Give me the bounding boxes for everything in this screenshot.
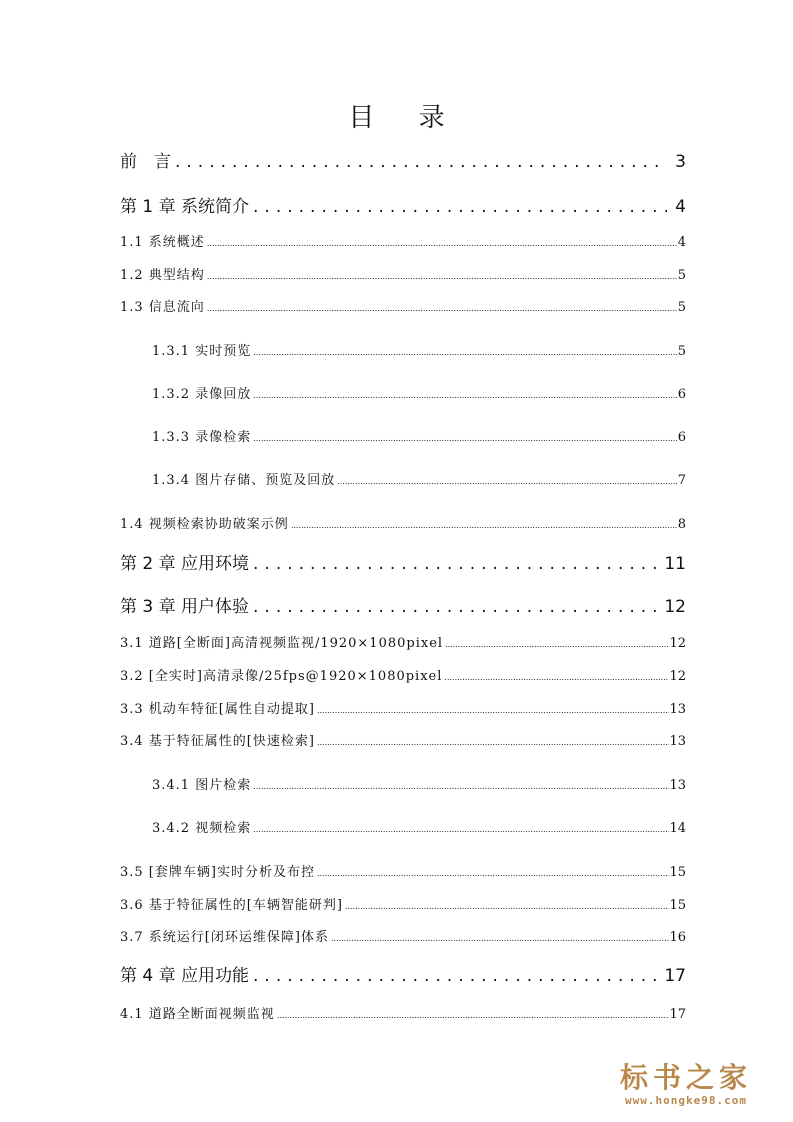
toc-entry-page: 13	[669, 778, 686, 793]
toc-leader	[317, 733, 670, 753]
toc-leader	[337, 472, 678, 492]
toc-leader	[175, 150, 667, 174]
toc-entry-label: 3.4.1 图片检索	[152, 778, 252, 793]
toc-leader	[445, 635, 669, 655]
toc-entry-label: 第 4 章 应用功能	[120, 966, 250, 986]
toc-leader	[317, 701, 670, 721]
toc-entry-label: 1.3.2 录像回放	[152, 387, 252, 402]
toc-leader	[277, 1006, 670, 1026]
toc-entry-page: 5	[677, 268, 686, 283]
toc-entry-page: 12	[664, 597, 686, 617]
toc-entry-label: 3.5 [套牌车辆]实时分析及布控	[120, 865, 315, 880]
toc-entry-label: 第 2 章 应用环境	[120, 554, 250, 574]
toc-entry-page: 6	[677, 430, 686, 445]
toc-leader	[253, 386, 678, 406]
toc-leader	[253, 777, 669, 797]
toc-leader	[444, 668, 669, 688]
toc-entry-chapter-3[interactable]	[120, 595, 686, 619]
toc-entry-page: 5	[677, 300, 686, 315]
toc-entry-page: 12	[669, 669, 686, 684]
toc-entry-chapter-4[interactable]	[120, 964, 686, 988]
toc-entry-3-5[interactable]	[120, 863, 686, 884]
toc-entry-1-3[interactable]	[120, 298, 686, 319]
toc-entry-label: 4.1 道路全断面视频监视	[120, 1007, 275, 1022]
toc-leader	[253, 195, 667, 219]
toc-entry-1-4[interactable]	[120, 515, 686, 536]
toc-entry-label: 3.4.2 视频检索	[152, 821, 252, 836]
toc-leader	[331, 929, 670, 949]
toc-entry-label: 3.4 基于特征属性的[快速检索]	[120, 734, 315, 749]
toc-entry-page: 6	[677, 387, 686, 402]
toc-entry-chapter-2[interactable]	[120, 552, 686, 576]
toc-entry-3-7[interactable]	[120, 928, 686, 949]
toc-entry-label: 第 3 章 用户体验	[120, 597, 250, 617]
toc-entry-page: 3	[675, 152, 686, 172]
toc-entry-page: 16	[669, 930, 686, 945]
toc-leader	[253, 820, 669, 840]
toc-entry-label: 3.7 系统运行[闭环运维保障]体系	[120, 930, 329, 945]
toc-entry-label: 1.1 系统概述	[120, 235, 205, 250]
toc-entry-page: 12	[669, 636, 686, 651]
toc-entry-chapter-1[interactable]	[120, 195, 686, 219]
toc-entry-3-4-2[interactable]	[152, 819, 686, 840]
toc-leader	[207, 267, 678, 287]
toc-leader	[253, 595, 656, 619]
toc-entry-label: 3.3 机动车特征[属性自动提取]	[120, 702, 315, 717]
toc-leader	[291, 516, 678, 536]
toc-leader	[207, 299, 678, 319]
toc-entry-3-4[interactable]	[120, 732, 686, 753]
toc-entry-page: 17	[664, 966, 686, 986]
toc-title: 目 录	[348, 103, 463, 133]
toc-entry-1-3-3[interactable]	[152, 428, 686, 449]
toc-entry-page: 13	[669, 702, 686, 717]
toc-entry-1-3-4[interactable]	[152, 471, 686, 492]
toc-entry-3-4-1[interactable]	[152, 776, 686, 797]
toc-leader	[345, 897, 670, 917]
toc-entry-page: 4	[675, 197, 686, 217]
toc-entry-page: 14	[669, 821, 686, 836]
toc-entry-label: 3.6 基于特征属性的[车辆智能研判]	[120, 898, 343, 913]
toc-entry-page: 13	[669, 734, 686, 749]
watermark-logo	[601, 1062, 771, 1108]
toc-entry-page: 15	[669, 898, 686, 913]
toc-leader	[253, 552, 656, 576]
toc-entry-4-1[interactable]	[120, 1005, 686, 1026]
toc-entry-label: 第 1 章 系统简介	[120, 197, 250, 217]
toc-leader	[253, 429, 678, 449]
toc-entry-page: 5	[677, 344, 686, 359]
toc-entry-page: 17	[669, 1007, 686, 1022]
toc-entry-preface[interactable]	[120, 150, 686, 174]
toc-entry-3-3[interactable]	[120, 700, 686, 721]
watermark-url: www.hongke98.com	[625, 1094, 747, 1107]
toc-entry-label: 1.4 视频检索协助破案示例	[120, 517, 289, 532]
toc-entry-label: 1.3.3 录像检索	[152, 430, 252, 445]
toc-leader	[253, 343, 678, 363]
toc-entry-1-3-2[interactable]	[152, 385, 686, 406]
toc-entry-page: 15	[669, 865, 686, 880]
toc-entry-label: 3.2 [全实时]高清录像/25fps@1920×1080pixel	[120, 669, 443, 684]
toc-leader	[253, 964, 656, 988]
toc-entry-label: 1.3 信息流向	[120, 300, 205, 315]
toc-entry-label: 1.2 典型结构	[120, 268, 205, 283]
toc-entry-1-2[interactable]	[120, 266, 686, 287]
toc-entry-page: 7	[677, 473, 686, 488]
toc-entry-page: 4	[677, 235, 686, 250]
toc-entry-1-3-1[interactable]	[152, 342, 686, 363]
toc-entry-label: 前 言	[120, 152, 171, 172]
toc-leader	[317, 864, 670, 884]
toc-entry-3-1[interactable]	[120, 634, 686, 655]
toc-entry-3-2[interactable]	[120, 667, 686, 688]
toc-entry-label: 1.3.4 图片存储、预览及回放	[152, 473, 336, 488]
toc-entry-label: 1.3.1 实时预览	[152, 344, 252, 359]
toc-entry-3-6[interactable]	[120, 896, 686, 917]
toc-entry-page: 8	[677, 517, 686, 532]
toc-entry-label: 3.1 道路[全断面]高清视频监视/1920×1080pixel	[120, 636, 444, 651]
watermark-text: 标书之家	[619, 1061, 752, 1094]
toc-leader	[207, 234, 678, 254]
toc-entry-page: 11	[664, 554, 686, 574]
toc-entry-1-1[interactable]	[120, 233, 686, 254]
